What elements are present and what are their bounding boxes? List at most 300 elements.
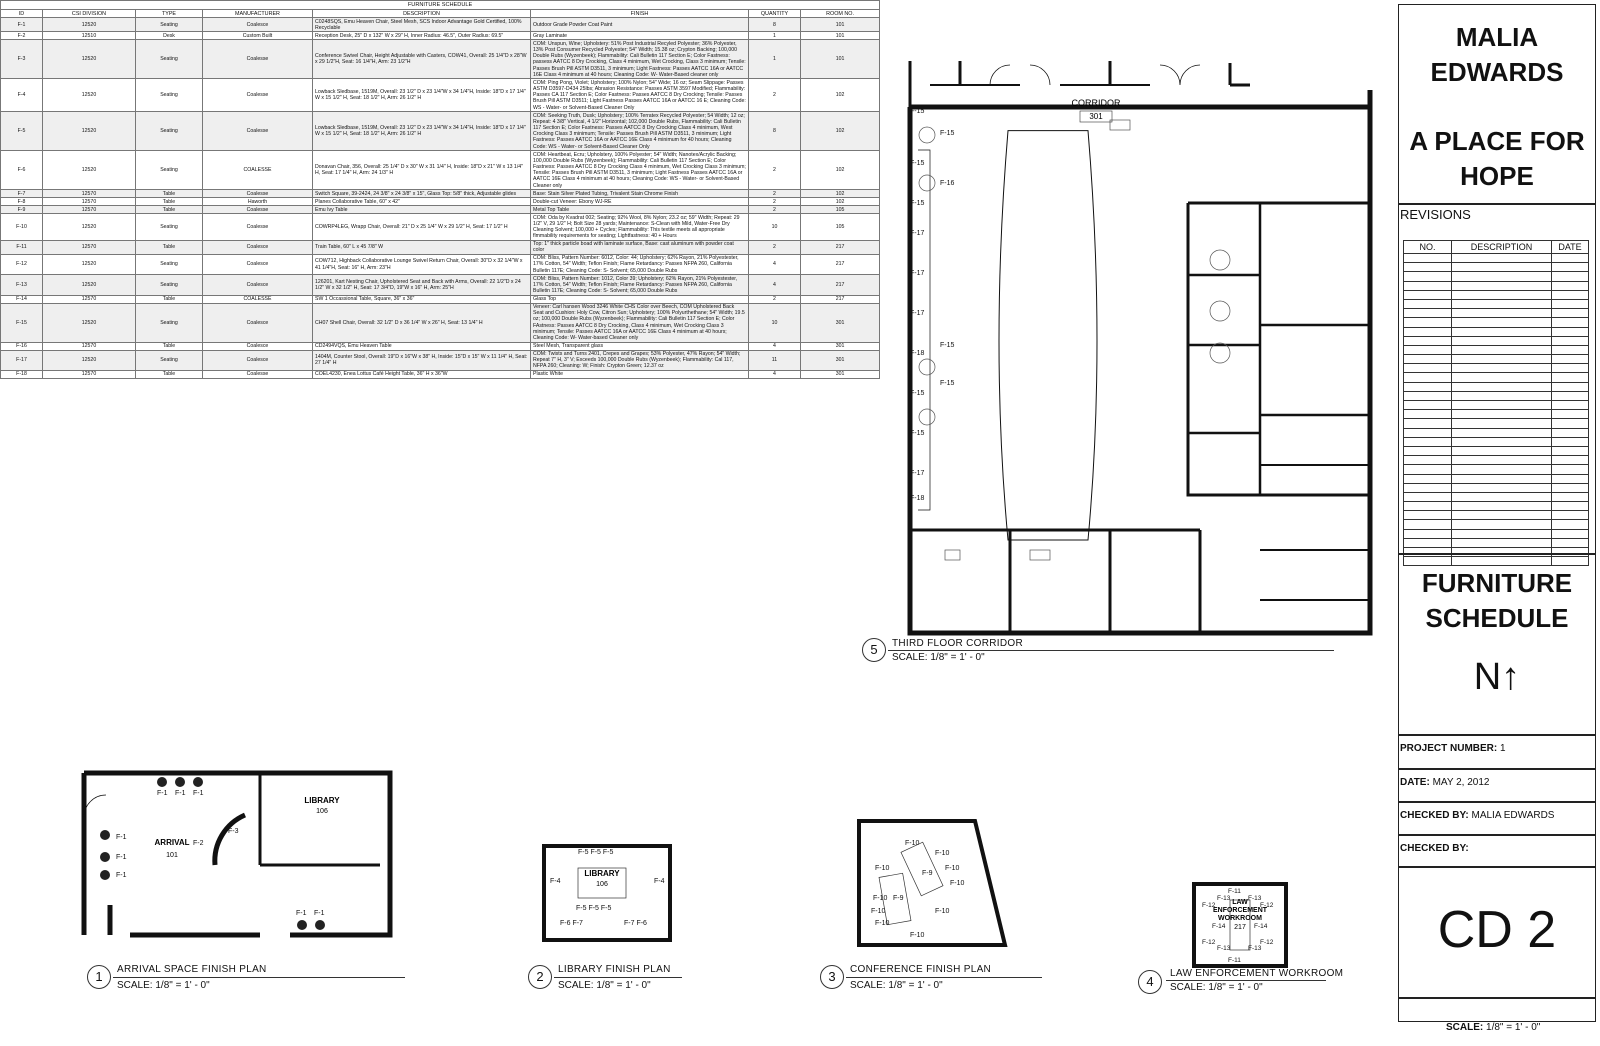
plan-1-number: 1	[87, 965, 111, 989]
plan-4-scale: SCALE: 1/8" = 1' - 0"	[1170, 982, 1263, 993]
revision-row	[1404, 483, 1589, 492]
schedule-cell-room: 105	[801, 214, 880, 241]
schedule-cell-mfr: COALESSE	[203, 151, 313, 190]
schedule-cell-room: 101	[801, 18, 880, 32]
schedule-header-cell: ROOM NO.	[801, 10, 880, 18]
schedule-cell-type: Table	[136, 295, 203, 303]
plan-3-scale: SCALE: 1/8" = 1' - 0"	[850, 980, 943, 991]
project-name: A PLACE FOR HOPE	[1409, 126, 1585, 191]
revision-header-cell: DATE	[1552, 241, 1589, 254]
schedule-row	[1, 112, 880, 151]
plan-1-scale: SCALE: 1/8" = 1' - 0"	[117, 980, 210, 991]
revision-row	[1404, 511, 1589, 520]
schedule-header-row	[1, 10, 880, 18]
revisions-label: REVISIONS	[1400, 207, 1471, 222]
revision-row	[1404, 364, 1589, 373]
schedule-cell-id: F-16	[1, 342, 43, 350]
schedule-row	[1, 350, 880, 370]
schedule-cell-csi: 12570	[43, 342, 136, 350]
schedule-cell-id: F-14	[1, 295, 43, 303]
svg-text:F-12: F-12	[1202, 939, 1216, 946]
schedule-cell-desc: Train Table, 60" L x 45 7/8" W	[313, 240, 531, 254]
schedule-cell-qty: 4	[749, 371, 801, 379]
arrival-label: ARRIVAL	[154, 838, 190, 847]
revision-row	[1404, 474, 1589, 483]
svg-text:F-17: F-17	[910, 230, 925, 237]
svg-text:F-10: F-10	[873, 895, 888, 902]
schedule-cell-csi: 12520	[43, 18, 136, 32]
schedule-cell-type: Seating	[136, 79, 203, 112]
schedule-cell-finish: Double-cut Veneer: Ebony WJ-RE	[531, 198, 749, 206]
conference-plan	[855, 815, 1030, 955]
schedule-cell-desc: Planes Collaborative Table, 60" x 42"	[313, 198, 531, 206]
schedule-cell-csi: 12520	[43, 350, 136, 370]
schedule-cell-finish: Top: 1" thick particle boad with laminate surface, Base: cast aluminum with powder coat color	[531, 240, 749, 254]
svg-text:F-1: F-1	[193, 790, 204, 797]
schedule-cell-mfr: Coalesse	[203, 371, 313, 379]
revision-row	[1404, 520, 1589, 529]
svg-text:F-17: F-17	[910, 310, 925, 317]
revision-row	[1404, 318, 1589, 327]
schedule-cell-finish: COM: Unspun, Wine; Upholstery: 51% Post Industrial Recyled Polyester; 36% Polyester, 13% Post Consumer Recycled Polyester; 54" Width; 15.38 oz; Crypton Backing; 100,000 Double Rubs (Wyzenbeek); Flammability: Cali Bulletin 117 Section E; Color Fastness: passess AATCC 8 Dry Crocking, Class 4 minimum, Wet Crocking, Class 3 minimum; Tensile: Passes Brush Pill ASTM D3511, 3 minimum; Light Fastness: Passes AATCC 16A or AATCC 16E Class 4 minimum at 40 hours; Cleaning Code: W- Water-Based cleaner only	[531, 40, 749, 79]
svg-text:F-1: F-1	[296, 910, 307, 917]
schedule-cell-qty: 4	[749, 275, 801, 295]
schedule-row	[1, 342, 880, 350]
schedule-cell-qty: 4	[749, 254, 801, 274]
schedule-cell-mfr: Coalesce	[203, 275, 313, 295]
schedule-cell-id: F-6	[1, 151, 43, 190]
plan-5-number: 5	[862, 638, 886, 662]
revision-row	[1404, 290, 1589, 299]
north-arrow-icon: N↑	[1473, 656, 1521, 698]
svg-text:F-11: F-11	[1228, 957, 1241, 964]
schedule-cell-room: 102	[801, 198, 880, 206]
svg-text:F-18: F-18	[910, 495, 925, 502]
svg-text:F-15: F-15	[940, 380, 955, 387]
sheet-scale: SCALE: 1/8" = 1' - 0"	[1446, 1022, 1541, 1033]
schedule-cell-type: Table	[136, 190, 203, 198]
revisions-table	[1403, 240, 1589, 566]
schedule-cell-id: F-17	[1, 350, 43, 370]
revision-row	[1404, 557, 1589, 566]
svg-text:F-14: F-14	[1254, 923, 1268, 930]
schedule-cell-qty: 2	[749, 151, 801, 190]
schedule-row	[1, 40, 880, 79]
schedule-cell-finish: Base: Stain Silver Plated Tubing, Trivalent Stain Chrome Finish	[531, 190, 749, 198]
schedule-cell-finish: Plastic White	[531, 371, 749, 379]
svg-text:F-15: F-15	[910, 160, 925, 167]
schedule-cell-type: Seating	[136, 112, 203, 151]
svg-text:F-18: F-18	[910, 350, 925, 357]
schedule-cell-type: Seating	[136, 303, 203, 342]
schedule-cell-desc: Emu Ivy Table	[313, 206, 531, 214]
schedule-cell-csi: 12570	[43, 371, 136, 379]
schedule-cell-qty: 10	[749, 303, 801, 342]
schedule-cell-desc: Donavan Chair, 356, Overall: 25 1/4" D x 30" W x 31 1/4" H, Inside: 18"D x 21" W x 13 1/4" H, Seat: 17 1/4" H, Arm: 24 1/3" H	[313, 151, 531, 190]
plan-3-title: CONFERENCE FINISH PLAN	[850, 964, 992, 975]
svg-text:F-13: F-13	[1217, 945, 1231, 952]
schedule-cell-id: F-8	[1, 198, 43, 206]
svg-text:F-6 F-7: F-6 F-7	[560, 920, 583, 927]
schedule-cell-desc: 1404M, Counter Stool, Overall: 19"D x 16"W x 38" H, Inside: 15"D x 15" W x 11 1/4" H, Seat: 27 1/4" H	[313, 350, 531, 370]
revision-row	[1404, 410, 1589, 419]
schedule-row	[1, 303, 880, 342]
law-enforcement-workroom-plan	[1190, 880, 1300, 970]
schedule-cell-mfr: Coalesse	[203, 190, 313, 198]
schedule-cell-type: Seating	[136, 254, 203, 274]
schedule-cell-csi: 12570	[43, 240, 136, 254]
plan-2-number: 2	[528, 965, 552, 989]
svg-text:F-12: F-12	[1202, 902, 1216, 909]
revision-row	[1404, 272, 1589, 281]
schedule-cell-id: F-9	[1, 206, 43, 214]
schedule-cell-csi: 12570	[43, 295, 136, 303]
date: DATE: MAY 2, 2012	[1400, 777, 1490, 788]
library-plan-label: LIBRARY	[584, 869, 620, 878]
schedule-cell-mfr: COALESSE	[203, 295, 313, 303]
schedule-cell-qty: 1	[749, 32, 801, 40]
schedule-cell-csi: 12520	[43, 254, 136, 274]
schedule-row	[1, 371, 880, 379]
svg-text:F-17: F-17	[910, 270, 925, 277]
arrival-space-plan	[80, 765, 405, 945]
svg-text:F-12: F-12	[1260, 939, 1274, 946]
schedule-cell-mfr: Coalesse	[203, 214, 313, 241]
schedule-body	[1, 18, 880, 379]
revision-header-cell: NO.	[1404, 241, 1452, 254]
revision-row	[1404, 465, 1589, 474]
schedule-cell-qty: 8	[749, 18, 801, 32]
schedule-cell-qty: 2	[749, 79, 801, 112]
schedule-cell-finish: COM: Bliss, Pattern Number: 1012, Color 39; Upholstery; 62% Rayon, 21% Polyestester, 17% Cotton, 54" Width; Teflon Finish; Flame Retardancy: Passes NFPA 260, California Bulletin 117E; Cleaning Code: S- Solvent; 65,000 Double Rubs	[531, 275, 749, 295]
workroom-label-1: LAW	[1232, 899, 1248, 906]
schedule-cell-type: Table	[136, 371, 203, 379]
schedule-cell-type: Seating	[136, 40, 203, 79]
svg-text:F-4: F-4	[654, 878, 665, 885]
designer-name: MALIA EDWARDS	[1430, 22, 1564, 87]
schedule-cell-type: Table	[136, 240, 203, 254]
checked-by: CHECKED BY: MALIA EDWARDS	[1400, 810, 1555, 821]
schedule-cell-type: Table	[136, 198, 203, 206]
schedule-cell-mfr: Coalesce	[203, 303, 313, 342]
schedule-cell-csi: 12520	[43, 151, 136, 190]
plan-2-scale: SCALE: 1/8" = 1' - 0"	[558, 980, 651, 991]
revision-row	[1404, 263, 1589, 272]
svg-text:F-17: F-17	[910, 470, 925, 477]
svg-text:F-10: F-10	[935, 850, 950, 857]
svg-text:F-10: F-10	[935, 908, 950, 915]
schedule-header-cell: FINISH	[531, 10, 749, 18]
schedule-cell-mfr: Coalesce	[203, 18, 313, 32]
schedule-cell-csi: 12520	[43, 214, 136, 241]
schedule-cell-csi: 12520	[43, 275, 136, 295]
schedule-cell-id: F-7	[1, 190, 43, 198]
revision-row	[1404, 428, 1589, 437]
svg-text:F-2: F-2	[193, 840, 204, 847]
svg-text:F-10: F-10	[875, 865, 890, 872]
schedule-cell-qty: 10	[749, 214, 801, 241]
schedule-cell-csi: 12520	[43, 79, 136, 112]
schedule-row	[1, 206, 880, 214]
schedule-cell-room: 301	[801, 371, 880, 379]
schedule-header-cell: QUANTITY	[749, 10, 801, 18]
checked-by-2: CHECKED BY:	[1400, 843, 1469, 854]
svg-text:F-1: F-1	[175, 790, 186, 797]
svg-text:F-13: F-13	[1248, 945, 1262, 952]
schedule-cell-type: Seating	[136, 214, 203, 241]
schedule-row	[1, 32, 880, 40]
schedule-cell-desc: 126201, Kart Nesting Chair, Upholstered Seat and Back with Arms, Overall: 22 1/2"D x 24 1/2" W x 32 1/2" H, Seat: 17 3/4"D, 19"W x 16" H, Arm: 25"H	[313, 275, 531, 295]
schedule-header-cell: MANUFACTURER	[203, 10, 313, 18]
schedule-cell-qty: 2	[749, 295, 801, 303]
revision-row	[1404, 446, 1589, 455]
schedule-cell-mfr: Coalesse	[203, 40, 313, 79]
third-floor-corridor-plan	[900, 55, 1385, 645]
schedule-cell-type: Table	[136, 342, 203, 350]
schedule-row	[1, 295, 880, 303]
svg-text:F-15: F-15	[910, 200, 925, 207]
revision-row	[1404, 373, 1589, 382]
svg-text:F-3: F-3	[228, 828, 239, 835]
schedule-row	[1, 190, 880, 198]
schedule-cell-type: Seating	[136, 151, 203, 190]
library-plan	[540, 840, 680, 945]
corridor-number: 301	[1089, 112, 1103, 121]
schedule-header-cell: ID	[1, 10, 43, 18]
schedule-cell-id: F-18	[1, 371, 43, 379]
schedule-cell-csi: 12570	[43, 206, 136, 214]
revision-row	[1404, 419, 1589, 428]
schedule-cell-finish: Steel Mesh, Transparent glass	[531, 342, 749, 350]
revision-header-cell: DESCRIPTION	[1452, 241, 1552, 254]
svg-text:F-4: F-4	[550, 878, 561, 885]
revision-row	[1404, 401, 1589, 410]
schedule-cell-id: F-3	[1, 40, 43, 79]
library-label: LIBRARY	[304, 796, 340, 805]
schedule-row	[1, 214, 880, 241]
schedule-cell-desc: COEL4230, Enea Lottus Café Height Table, 36" H x 36"W	[313, 371, 531, 379]
schedule-cell-desc: SW 1 Occassional Table, Square, 36" x 36"	[313, 295, 531, 303]
plan-2-title: LIBRARY FINISH PLAN	[558, 964, 671, 975]
schedule-cell-qty: 2	[749, 240, 801, 254]
revision-row	[1404, 345, 1589, 354]
schedule-cell-room: 301	[801, 342, 880, 350]
schedule-title: FURNITURE SCHEDULE	[1, 1, 880, 10]
schedule-header-cell: CSI DIVISION	[43, 10, 136, 18]
schedule-cell-id: F-15	[1, 303, 43, 342]
schedule-cell-id: F-4	[1, 79, 43, 112]
schedule-cell-finish: Glass Top	[531, 295, 749, 303]
schedule-row	[1, 275, 880, 295]
schedule-cell-mfr: Coalesse	[203, 206, 313, 214]
furniture-schedule-table	[0, 0, 880, 379]
schedule-cell-room: 301	[801, 350, 880, 370]
schedule-cell-finish: Outdoor Grade Powder Coat Paint	[531, 18, 749, 32]
schedule-cell-type: Seating	[136, 275, 203, 295]
schedule-cell-room: 217	[801, 240, 880, 254]
schedule-row	[1, 18, 880, 32]
schedule-row	[1, 240, 880, 254]
svg-text:F-10: F-10	[945, 865, 960, 872]
schedule-cell-qty: 1	[749, 40, 801, 79]
schedule-cell-id: F-13	[1, 275, 43, 295]
library-number: 106	[316, 808, 328, 815]
schedule-cell-desc: COW712, Highback Collaborative Lounge Swivel Return Chair, Overall: 30"D x 32 1/4"W x 41 1/4"H, Seat: 16" H, Arm: 23"H	[313, 254, 531, 274]
workroom-label-2: ENFORCEMENT	[1212, 907, 1268, 914]
schedule-cell-room: 102	[801, 151, 880, 190]
revision-row	[1404, 502, 1589, 511]
plan-4-number: 4	[1138, 970, 1162, 994]
revision-row	[1404, 492, 1589, 501]
svg-text:F-5 F-5 F-5: F-5 F-5 F-5	[576, 905, 612, 912]
schedule-header-cell: TYPE	[136, 10, 203, 18]
schedule-cell-room: 301	[801, 303, 880, 342]
svg-text:F-9: F-9	[922, 870, 933, 877]
schedule-cell-qty: 2	[749, 190, 801, 198]
schedule-row	[1, 79, 880, 112]
workroom-label-3: WORKROOM	[1218, 915, 1262, 922]
schedule-cell-room: 101	[801, 32, 880, 40]
schedule-cell-finish: COM: Seeking Truth, Dusk; Upholstery; 100% Terratex Recycled Polyester; 54 Width; 12 oz; Repeat: 4 3/8" Vertical, 4 1/2" Horizontal; 102,000 Double Rubs, Flammability: Cali Bulletin 117 Section E; Color Fastness: Passes AATCC 8 Dry Crocking Class 4 minimum, West Crocking Class 3 minimum; Tensile: Passes Brush Pill ASTM D3511, 3 minimum; Light Fastness: Passes AATCC 16A or AATCC 16E Class 4 minimum for 40 hours; Cleaning Code: WS - Water- or Solvent-Based Cleaner Only	[531, 112, 749, 151]
schedule-row	[1, 151, 880, 190]
schedule-cell-type: Desk	[136, 32, 203, 40]
schedule-cell-finish: Gray Laminate	[531, 32, 749, 40]
svg-text:F-7 F-6: F-7 F-6	[624, 920, 647, 927]
schedule-cell-desc: Reception Desk, 25" D x 132" W x 29" H, Inner Radius: 46.5", Outer Radius: 69.5"	[313, 32, 531, 40]
plan-5-title: THIRD FLOOR CORRIDOR	[892, 638, 1023, 649]
schedule-cell-qty: 4	[749, 342, 801, 350]
schedule-cell-finish: Veneer: Carl hansen Wood 3246 White CHS Color over Beech, COM Upholstered Back Seat and Cushion: Holy Cow, Citron Sun; Upholstery; 100% Polyurthethane; 54" Width; 19.5 oz; 100,000 Double Rubs (Wyzenbeek); Flammability: Cali Bulletin 117 Section E; Color FAstness: Passes AATCC 8 Dry Crocking, Class 4 minimum, Wet Crocking Class 3 minimum; Tensile: Passes AATCC 16A or AATCC 16E Class 4 minimum at 40 hours; Cleaning Code: W- Water-based Cleaner only	[531, 303, 749, 342]
schedule-cell-mfr: Coalesse	[203, 79, 313, 112]
revision-row	[1404, 355, 1589, 364]
schedule-cell-room: 102	[801, 79, 880, 112]
svg-text:F-10: F-10	[950, 880, 965, 887]
schedule-cell-id: F-11	[1, 240, 43, 254]
schedule-cell-csi: 12570	[43, 198, 136, 206]
schedule-cell-desc: Lowback Sledbase, 1519M, Overall: 23 1/2" D x 23 1/4"W x 34 1/4"H, Inside: 18"D x 17 1/4" W x 15 1/2" H, Seat: 18 1/2" H, Arm: 26 1/2" H	[313, 79, 531, 112]
schedule-cell-id: F-10	[1, 214, 43, 241]
sheet-number: CD 2	[1437, 901, 1557, 959]
schedule-cell-finish: COM: Heartbeat, Ecru; Upholstery, 100% Polyester; 54" Width; Nanotex/Acrylic Backing; 100,000 Double Rubs (Wyzenbeek); Flammability: Cali Bulletin 117 Section E; Color Fastness: Passes AATCC 8 Dry Crocking Class 4 minimum, Wet Crocking Class 3 minimum; Tensile: Passes Brush Pill ASTM D3511, 3 minimum; Light Fastness Passes AATCC 16A or AATCC 16E Class 4 minimum at 40 hours; Cleaning Code: WS - Water- or Solvent-Based Cleaner only	[531, 151, 749, 190]
revision-row	[1404, 336, 1589, 345]
plan-5-scale: SCALE: 1/8" = 1' - 0"	[892, 652, 985, 663]
schedule-cell-room: 102	[801, 190, 880, 198]
svg-text:F-1: F-1	[116, 872, 127, 879]
svg-text:F-15: F-15	[910, 108, 925, 115]
schedule-cell-finish: COM: Oda by Kvadrat 002; Seating; 92% Wool, 8% Nylon; 23.2 oz; 59" Width; Repeat: 29 1/2" V, 29 1/2" H; Bolt Size 28 yards; Maintenance: S-Clean with Mild, Water-Free Dry Cleaning Solvent; 100,000 + Cycles; Flammability: This textile meets all appropriate flmmability requirements for seating; Lightfastness: 40 + Hours	[531, 214, 749, 241]
schedule-cell-csi: 12520	[43, 303, 136, 342]
schedule-cell-mfr: Coalesce	[203, 342, 313, 350]
schedule-cell-csi: 12570	[43, 190, 136, 198]
schedule-cell-csi: 12510	[43, 32, 136, 40]
schedule-cell-room: 217	[801, 254, 880, 274]
svg-text:F-14: F-14	[1212, 923, 1226, 930]
arrival-number: 101	[166, 852, 178, 859]
schedule-cell-qty: 2	[749, 198, 801, 206]
schedule-cell-desc: Switch Square, 39-2424, 24 3/8" x 24 3/8" x 15", Glass Top: 5/8" thick, Adjustable glides	[313, 190, 531, 198]
schedule-cell-csi: 12520	[43, 40, 136, 79]
plan-4-title: LAW ENFORCEMENT WORKROOM	[1170, 968, 1344, 979]
schedule-cell-room: 217	[801, 295, 880, 303]
revision-row	[1404, 254, 1589, 263]
svg-text:F-15: F-15	[910, 430, 925, 437]
schedule-cell-id: F-5	[1, 112, 43, 151]
schedule-cell-mfr: Haworth	[203, 198, 313, 206]
svg-text:F-10: F-10	[905, 840, 920, 847]
svg-text:F-10: F-10	[871, 908, 886, 915]
schedule-cell-finish: COM: Bliss, Pattern Number: 6012, Color: 44; Upholstery; 62% Rayon, 21% Polyestester, 17% Cotton, 54" Width; Teflon Finish; Flame Retardancy: Passes NFPA 260, California Bulletin 117E; Cleaning Code: S- Solvent; 65,000 Double Rubs	[531, 254, 749, 274]
svg-text:F-13: F-13	[1217, 895, 1231, 902]
schedule-cell-room: 101	[801, 40, 880, 79]
schedule-cell-room: 105	[801, 206, 880, 214]
revision-row	[1404, 437, 1589, 446]
schedule-cell-finish: Metal Top Table	[531, 206, 749, 214]
svg-text:F-15: F-15	[940, 342, 955, 349]
svg-text:F-15: F-15	[940, 130, 955, 137]
schedule-header-cell: DESCRIPTION	[313, 10, 531, 18]
schedule-cell-mfr: Coalesce	[203, 350, 313, 370]
schedule-cell-type: Seating	[136, 18, 203, 32]
schedule-cell-mfr: Coalesse	[203, 112, 313, 151]
revision-row	[1404, 529, 1589, 538]
schedule-cell-desc: COWRP4LEG, Wrapp Chair, Overall: 21" D x 25 1/4" W x 29 1/2" H, Seat: 17 1/2" H	[313, 214, 531, 241]
svg-text:F-1: F-1	[116, 854, 127, 861]
schedule-cell-desc: CD2494VQS, Emu Heaven Table	[313, 342, 531, 350]
svg-text:F-1: F-1	[314, 910, 325, 917]
schedule-cell-id: F-12	[1, 254, 43, 274]
schedule-row	[1, 254, 880, 274]
revision-row	[1404, 538, 1589, 547]
schedule-cell-type: Seating	[136, 350, 203, 370]
revision-row	[1404, 456, 1589, 465]
schedule-cell-desc: C0248SQS, Emu Heaven Chair, Steel Mesh, SCS Indoor Advantage Gold Certified, 100% Recyclable	[313, 18, 531, 32]
schedule-cell-mfr: Custom Built	[203, 32, 313, 40]
svg-text:F-1: F-1	[157, 790, 168, 797]
schedule-cell-finish: COM: Twists and Turns 2401, Crepes and Grapes; 53% Polyester, 47% Rayon; 54" Width; Repeat 7" H, 3" V; Exceeds 100,000 Double Rubs (Wyzenbeek); Flammability: Cal 117, NFPA 260; Cleaning: W; Finish: Crypton Green; 12.37 oz	[531, 350, 749, 370]
svg-text:F-5 F-5 F-5: F-5 F-5 F-5	[578, 849, 614, 856]
schedule-cell-id: F-1	[1, 18, 43, 32]
schedule-cell-qty: 8	[749, 112, 801, 151]
schedule-cell-qty: 11	[749, 350, 801, 370]
schedule-cell-mfr: Coalesce	[203, 240, 313, 254]
schedule-cell-desc: Conference Swivel Chair, Height Adjustable with Casters, COW41, Overall: 25 1/4"D x 28"W x 29 1/2"H, Seat: 16 1/4"H, Arm: 23 1/2"H	[313, 40, 531, 79]
revision-row	[1404, 281, 1589, 290]
revision-row	[1404, 299, 1589, 308]
schedule-cell-finish: COM: Ping Pong, Violet; Upholstery; 100% Nylon; 54" Wide; 16 oz; Seam Slippage: Passes ASTM D3597-D434 25lbs; Abrasion Resistance: Passes ASTM 3597 Modified; Flammability: Passes CA 117 Section E; Color Fastness: Passes AATCC 8 Dry Crocking; Tensile: Passes Brush Pill ASTM D3511; Light Fastness Passes AATCC 16A or AATCC 16 E; Cleaning Code: WS - Water- or Solvent-Based Cleaner Only	[531, 79, 749, 112]
workroom-number: 217	[1234, 924, 1246, 931]
schedule-cell-room: 102	[801, 112, 880, 151]
plan-3-number: 3	[820, 965, 844, 989]
library-plan-number: 106	[596, 881, 608, 888]
schedule-cell-qty: 2	[749, 206, 801, 214]
svg-text:F-10: F-10	[910, 932, 925, 939]
schedule-cell-room: 217	[801, 275, 880, 295]
schedule-row	[1, 198, 880, 206]
schedule-cell-csi: 12520	[43, 112, 136, 151]
corridor-label: CORRIDOR	[1071, 98, 1121, 108]
svg-text:F-1: F-1	[116, 834, 127, 841]
revision-row	[1404, 309, 1589, 318]
schedule-cell-desc: Lowback Sledbase, 1519M, Overall: 23 1/2" D x 23 1/4"W x 34 1/4"H, Inside: 18"D x 17 1/4" W x 15 1/2" H, Seat: 18 1/2" H, Arm: 26 1/2" H	[313, 112, 531, 151]
plan-1-title: ARRIVAL SPACE FINISH PLAN	[117, 964, 267, 975]
svg-text:F-9: F-9	[893, 895, 904, 902]
svg-text:F-13: F-13	[1248, 895, 1262, 902]
svg-text:F-15: F-15	[910, 390, 925, 397]
svg-text:F-12: F-12	[1260, 902, 1274, 909]
revision-row	[1404, 327, 1589, 336]
schedule-cell-mfr: Coalesce	[203, 254, 313, 274]
revision-row	[1404, 382, 1589, 391]
